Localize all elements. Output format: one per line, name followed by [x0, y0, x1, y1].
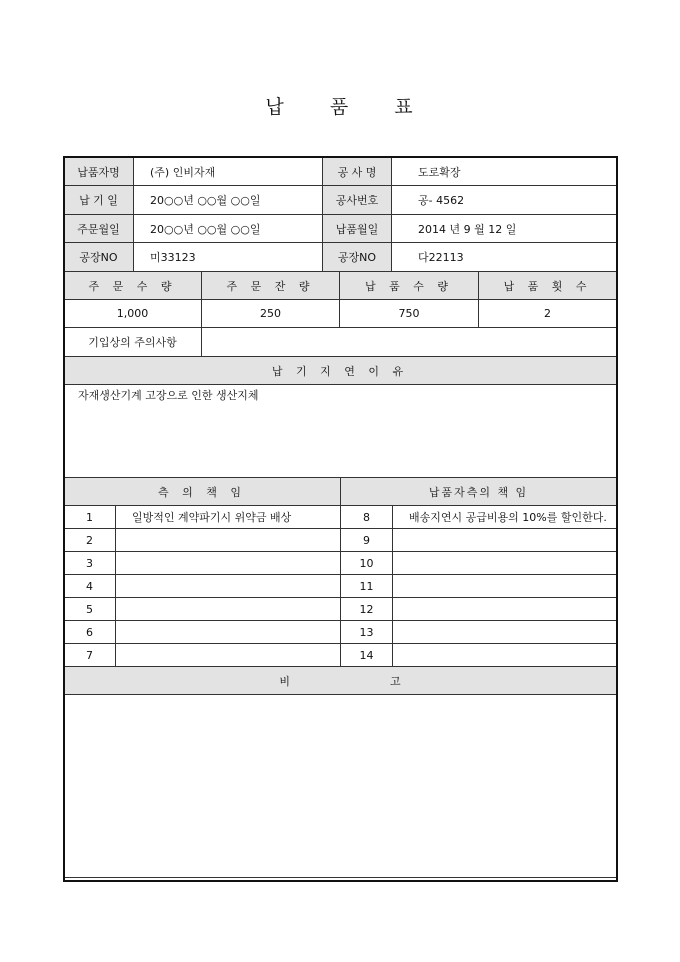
title-char-1: 납	[265, 96, 286, 118]
row-text	[116, 598, 341, 621]
row-text	[116, 621, 341, 644]
info-value: (주) 인비자재	[134, 158, 323, 186]
info-value: 20○○년 ○○월 ○○일	[134, 215, 323, 243]
table-row	[64, 575, 617, 598]
row-number: 14	[341, 644, 393, 667]
delay-header: 납 기 지 연 이 유	[64, 357, 617, 385]
delay-reason-text: 자재생산기계 고장으로 인한 생산지체	[64, 385, 617, 478]
left-responsibility-header: 측 의 책 임	[64, 478, 341, 506]
info-value: 20○○년 ○○월 ○○일	[134, 186, 323, 215]
row-text: 일방적인 계약파기시 위약금 배상	[116, 506, 341, 529]
info-label: 납품월일	[323, 215, 392, 243]
row-text	[116, 552, 341, 575]
info-label: 공장NO	[323, 243, 392, 272]
info-value: 도로확장	[392, 158, 617, 186]
info-row	[64, 186, 617, 215]
row-number: 13	[341, 621, 393, 644]
row-text	[393, 529, 617, 552]
quantity-value: 250	[202, 300, 340, 328]
responsibility-table	[63, 477, 617, 878]
right-responsibility-header: 납품자측의 책 임	[341, 478, 617, 506]
remarks-header	[64, 667, 617, 695]
info-label: 납 기 일	[64, 186, 134, 215]
remarks-text	[64, 695, 617, 878]
quantity-value-row	[64, 300, 617, 328]
table-row	[64, 552, 617, 575]
quantity-value: 1,000	[64, 300, 202, 328]
info-value: 공- 4562	[392, 186, 617, 215]
remarks-header-row	[64, 667, 617, 695]
row-number: 12	[341, 598, 393, 621]
notes-value	[202, 328, 617, 357]
responsibility-header-row	[64, 478, 617, 506]
info-label: 공사번호	[323, 186, 392, 215]
title-char-2: 품	[329, 96, 351, 118]
row-text	[116, 529, 341, 552]
info-label: 공장NO	[64, 243, 134, 272]
info-value: 미33123	[134, 243, 323, 272]
row-number: 10	[341, 552, 393, 575]
title-char-3: 표	[394, 96, 415, 118]
table-row	[64, 506, 617, 529]
remarks-header-char: 비	[279, 674, 290, 688]
row-text	[393, 552, 617, 575]
row-number: 8	[341, 506, 393, 529]
row-text	[393, 621, 617, 644]
table-row	[64, 621, 617, 644]
info-row	[64, 243, 617, 272]
info-label: 납품자명	[64, 158, 134, 186]
row-number: 3	[64, 552, 116, 575]
row-number: 6	[64, 621, 116, 644]
row-text	[393, 598, 617, 621]
info-value: 2014 년 9 월 12 일	[392, 215, 617, 243]
row-number: 11	[341, 575, 393, 598]
row-number: 1	[64, 506, 116, 529]
page-title	[0, 92, 680, 119]
quantity-header: 납 품 횟 수	[479, 272, 617, 300]
row-text	[393, 644, 617, 667]
row-text	[116, 575, 341, 598]
quantity-table	[63, 271, 617, 478]
table-row	[64, 598, 617, 621]
remarks-body-row	[64, 695, 617, 878]
quantity-header: 주 문 수 량	[64, 272, 202, 300]
info-table	[63, 157, 617, 272]
delay-header-row	[64, 357, 617, 385]
info-row	[64, 215, 617, 243]
row-text	[393, 575, 617, 598]
info-value: 다22113	[392, 243, 617, 272]
table-row	[64, 644, 617, 667]
notes-label: 기입상의 주의사항	[64, 328, 202, 357]
info-label: 공 사 명	[323, 158, 392, 186]
table-row	[64, 529, 617, 552]
row-text: 배송지연시 공급비용의 10%를 할인한다.	[393, 506, 617, 529]
row-text	[116, 644, 341, 667]
row-number: 4	[64, 575, 116, 598]
notes-row	[64, 328, 617, 357]
row-number: 2	[64, 529, 116, 552]
quantity-value: 750	[340, 300, 479, 328]
quantity-value: 2	[479, 300, 617, 328]
info-row	[64, 158, 617, 186]
info-label: 주문월일	[64, 215, 134, 243]
quantity-header: 주 문 잔 량	[202, 272, 340, 300]
quantity-header-row	[64, 272, 617, 300]
row-number: 5	[64, 598, 116, 621]
row-number: 7	[64, 644, 116, 667]
delay-body-row	[64, 385, 617, 478]
quantity-header: 납 품 수 량	[340, 272, 479, 300]
remarks-header-char: 고	[390, 674, 401, 688]
row-number: 9	[341, 529, 393, 552]
